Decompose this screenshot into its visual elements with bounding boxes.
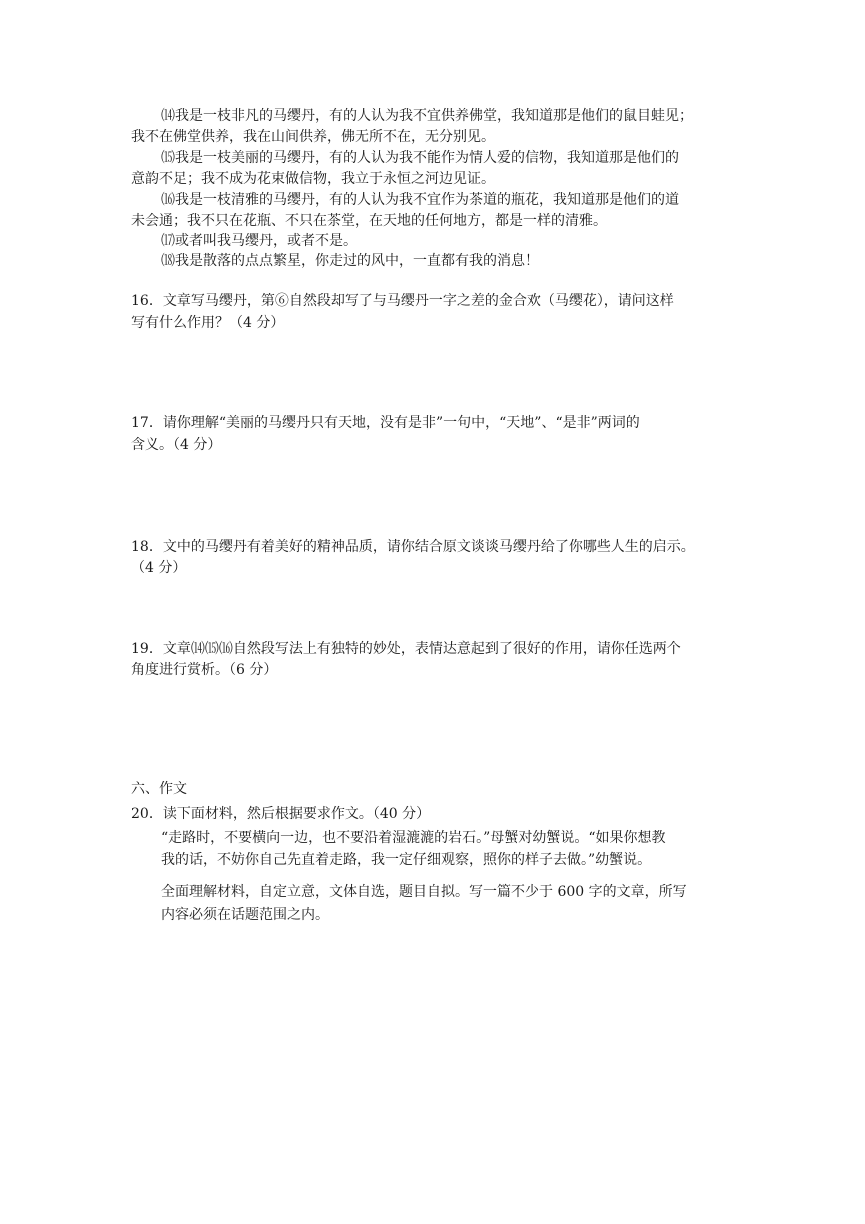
requirement-line-1: 全面理解材料，自定立意，文体自选，题目自拟。写一篇不少于 600 字的文章，所写 bbox=[161, 884, 687, 900]
material-line-2: 我的话，不妨你自己先直着走路，我一定仔细观察，照你的样子去做。”幼蟹说。 bbox=[161, 852, 652, 868]
requirement-line-2: 内容必须在话题范围之内。 bbox=[161, 907, 329, 923]
question-20-title: 20．读下面材料，然后根据要求作文。（40 分） bbox=[131, 806, 431, 822]
section-heading: 六、作文 bbox=[131, 781, 187, 797]
question-18-line-2: （4 分） bbox=[131, 560, 187, 576]
paragraph-15-line-2: 意韵不足；我不成为花束做信物，我立于永恒之河边见证。 bbox=[131, 171, 495, 187]
question-19-line-1: 19．文章⒁⒂⒃自然段写法上有独特的妙处，表情达意起到了很好的作用，请你任选两个 bbox=[131, 641, 681, 657]
paragraph-17: ⒄或者叫我马缨丹，或者不是。 bbox=[161, 233, 357, 249]
paragraph-16-line-1: ⒃我是一枝清雅的马缨丹，有的人认为我不宜作为茶道的瓶花，我知道那是他们的道 bbox=[161, 192, 679, 208]
question-16-line-1: 16．文章写马缨丹，第⑥自然段却写了与马缨丹一字之差的金合欢（马缨花），请问这样 bbox=[131, 293, 674, 309]
question-19-line-2: 角度进行赏析。（6 分） bbox=[131, 662, 278, 678]
paragraph-14-line-2: 我不在佛堂供养，我在山间供养，佛无所不在，无分别见。 bbox=[131, 129, 495, 145]
paragraph-16-line-2: 未会通；我不只在花瓶、不只在茶堂，在天地的任何地方，都是一样的清雅。 bbox=[131, 213, 607, 229]
paragraph-14-line-1: ⒁我是一枝非凡的马缨丹，有的人认为我不宜供养佛堂，我知道那是他们的鼠目蛙见； bbox=[161, 108, 693, 124]
paragraph-18: ⒅我是散落的点点繁星，你走过的风中，一直都有我的消息！ bbox=[161, 253, 539, 269]
question-17-line-2: 含义。（4 分） bbox=[131, 437, 222, 453]
material-line-1: “走路时，不要横向一边，也不要沿着湿漉漉的岩石。”母蟹对幼蟹说。“如果你想教 bbox=[161, 830, 666, 846]
question-18-line-1: 18．文中的马缨丹有着美好的精神品质，请你结合原文谈谈马缨丹给了你哪些人生的启示。 bbox=[131, 539, 695, 555]
paragraph-15-line-1: ⒂我是一枝美丽的马缨丹，有的人认为我不能作为情人爱的信物，我知道那是他们的 bbox=[161, 150, 679, 166]
question-17-line-1: 17．请你理解“美丽的马缨丹只有天地，没有是非”一句中，“天地”、“是非”两词的 bbox=[131, 415, 640, 431]
question-16-line-2: 写有什么作用？（4 分） bbox=[131, 315, 285, 331]
